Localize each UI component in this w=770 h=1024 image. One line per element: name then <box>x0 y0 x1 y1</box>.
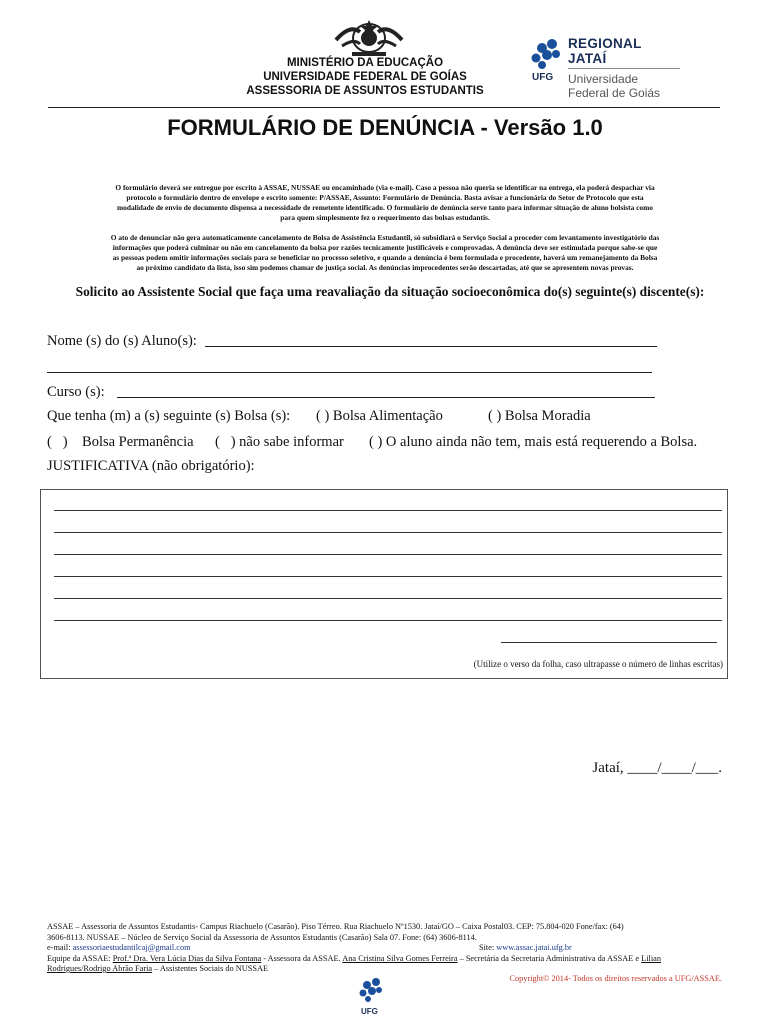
team-prefix: Equipe da ASSAE: <box>47 953 111 963</box>
justificativa-note: (Utilize o verso da folha, caso ultrapasse o número de linhas escritas) <box>473 659 723 669</box>
team-role-2: – Secretária da Secretaria Administrativa da ASSAE e <box>459 953 640 963</box>
team-person-3b: Rodrigues/Rodrigo Abrão Faria <box>47 964 153 973</box>
office-name: ASSESSORIA DE ASSUNTOS ESTUDANTIS <box>246 85 484 97</box>
site-label: Site: <box>479 943 495 952</box>
option-bolsa-alimentacao[interactable]: ( ) Bolsa Alimentação <box>316 408 443 424</box>
coat-of-arms-emblem <box>330 18 408 58</box>
justificativa-box[interactable] <box>40 489 728 679</box>
footer-info <box>47 922 727 975</box>
justificativa-line-short[interactable] <box>501 642 717 643</box>
regional-title: REGIONAL JATAÍ <box>568 36 680 69</box>
team-person-2: Ana Cristina Silva Gomes Ferreira <box>342 953 458 963</box>
paragraph-2-line: ao próximo candidato da lista, isso sim podemos chamar de justiça social. As denúncias improcedentes serão descartadas, até que se apresentem novas provas. <box>136 263 634 272</box>
course-label: Curso (s): <box>47 384 105 400</box>
header-divider <box>48 107 720 108</box>
paragraph-1-line: modalidade de envio de documento dispensa a necessidade de remetente identificado. O formulário de denúncia serve tanto para informar situação de aluno bolsista como <box>117 203 653 212</box>
justificativa-line[interactable] <box>54 510 722 511</box>
justificativa-line[interactable] <box>54 598 722 599</box>
justificativa-line[interactable] <box>54 620 722 621</box>
site-link[interactable]: www.assac.jatai.ufg.br <box>496 943 572 952</box>
footer-contact <box>47 943 727 954</box>
request-statement: Solicito ao Assistente Social que faça uma reavaliação da situação socioeconômica do(s) seguinte(s) discente(s): <box>75 284 705 299</box>
paragraph-2-line: as pessoas podem omitir informações sociais para se beneficiar no processo seletivo, e quando a denúncia é bem formulada e procedente, haverá um remanejamento da Bolsa <box>112 253 658 262</box>
footer-team <box>47 954 727 965</box>
paragraph-1-line: para quem simplesmente fez o requerimento das bolsas estudantis. <box>280 213 490 222</box>
bottom-logo-label: UFG <box>361 1007 378 1016</box>
regional-sub-2: Federal de Goiás <box>568 86 661 100</box>
option-requerendo[interactable]: ( ) O aluno ainda não tem, mais está requerendo a Bolsa. <box>369 434 698 450</box>
justificativa-label: JUSTIFICATIVA (não obrigatório): <box>47 458 255 474</box>
paragraph-2-line: O ato de denunciar não gera automaticamente cancelamento de Bolsa de Assistência Estudantil, só subsidiará o Serviço Social a proceder com levantamento investigatório das <box>110 233 660 242</box>
paragraph-2-line: informações que poderá culminar ou não em cancelamento da bolsa por razões tecnicamente justificáveis e comprovadas. A denúncia deve ser estimulada porque sabe-se que <box>112 243 658 252</box>
footer-team-cont <box>47 964 727 975</box>
date-line: Jataí, ____/____/___. <box>592 760 722 776</box>
bolsa-label: Que tenha (m) a (s) seguinte (s) Bolsa (s): <box>47 408 291 424</box>
site-block <box>479 943 572 954</box>
option-bolsa-moradia[interactable]: ( ) Bolsa Moradia <box>488 408 591 424</box>
ufg-bottom-logo-icon <box>357 977 387 1017</box>
instructions-paragraph-2 <box>50 233 720 273</box>
justificativa-line[interactable] <box>54 554 722 555</box>
course-input-line[interactable] <box>117 397 655 398</box>
justificativa-line[interactable] <box>54 532 722 533</box>
regional-block <box>568 36 738 100</box>
team-role-1: - Assessora da ASSAE. <box>263 953 341 963</box>
university-name: UNIVERSIDADE FEDERAL DE GOÍAS <box>263 71 467 83</box>
paragraph-1-line: protocolo o formulário dentro de envelope e escrito somente: P/ASSAE, Assunto: Formulário de Denúncia. Basta avisar a funcionária do Setor de Protocolo que esta <box>126 193 644 202</box>
team-person-1: Prof.ª Dra. Vera Lúcia Dias da Silva Fontana <box>112 953 262 963</box>
ufg-logo-label: UFG <box>532 72 554 83</box>
ministry-name: MINISTÉRIO DA EDUCAÇÃO <box>286 57 444 69</box>
email-label: e-mail: <box>47 943 71 952</box>
option-bolsa-permanencia[interactable]: ( ) Bolsa Permanência <box>47 434 194 450</box>
footer-address-line-1: ASSAE – Assessoria de Assuntos Estudantis- Campus Riachuelo (Casarão). Piso Térreo. Rua Riachuelo Nº1530. Jataí/GO – Caixa Postal03. CEP: 75.804-020 Fone/fax: (64) <box>47 922 624 931</box>
team-person-3a: Lilian <box>641 953 661 963</box>
name-input-line[interactable] <box>205 346 657 347</box>
regional-sub-1: Universidade <box>568 72 639 86</box>
paragraph-1-line: O formulário deverá ser entregue por escrito à ASSAE, NUSSAE ou encaminhado (via e-mail). Caso a pessoa não queria se identificar na entrega, ela poderá despachar via <box>115 183 655 192</box>
name-input-line-2[interactable] <box>47 372 652 373</box>
copyright: Copyright© 2014- Todos os direitos reservados a UFG/ASSAE. <box>509 974 722 983</box>
email-link[interactable]: assessoriaestudantilcaj@gmail.com <box>72 943 191 952</box>
justificativa-line[interactable] <box>54 576 722 577</box>
footer-address-line-2: 3606-8113. NUSSAE – Núcleo de Serviço Social da Assessoria de Assuntos Estudantis (Casarão) Sala 07. Fone: (64) 3606-8114. <box>47 932 477 942</box>
option-nao-sabe[interactable]: ( ) não sabe informar <box>215 434 344 450</box>
instructions-paragraph-1 <box>50 183 720 223</box>
form-title: FORMULÁRIO DE DENÚNCIA - Versão 1.0 <box>167 115 603 140</box>
header-institution <box>150 56 580 98</box>
team-role-3: – Assistentes Sociais do NUSSAE <box>154 964 269 973</box>
name-label: Nome (s) do (s) Aluno(s): <box>47 333 197 349</box>
